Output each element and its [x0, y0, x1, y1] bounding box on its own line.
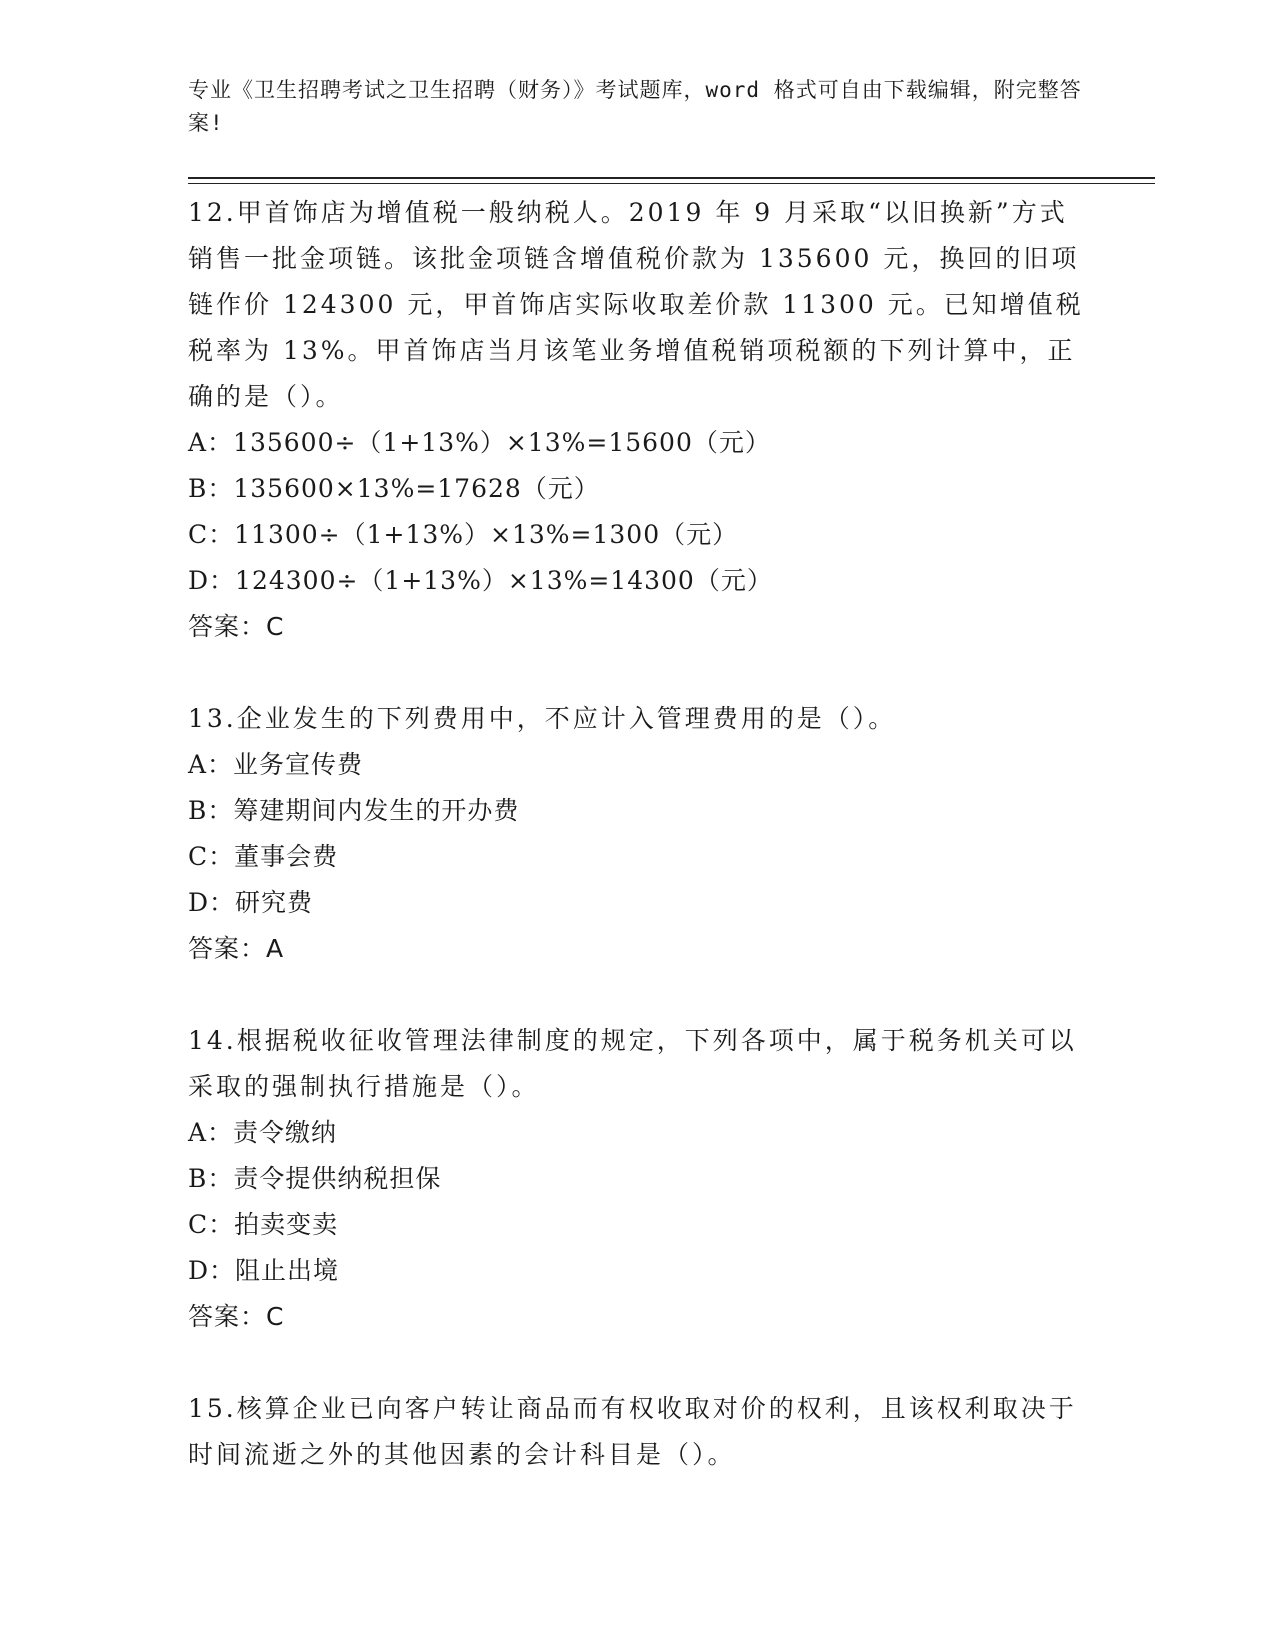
header-intro-text: 专业《卫生招聘考试之卫生招聘（财务）》考试题库，word 格式可自由下载编辑，附完整答案! [188, 78, 1082, 135]
option-d: D：阻止出境 [188, 1256, 340, 1285]
option-a: A：责令缴纳 [188, 1118, 338, 1147]
option-d: D：研究费 [188, 888, 314, 917]
answer-line: 答案：A [188, 934, 285, 963]
question-stem: 15.核算企业已向客户转让商品而有权收取对价的权利，且该权利取决于时间流逝之外的其他因素的会计科目是（）。 [188, 1394, 1077, 1469]
question-15 [188, 1386, 1088, 1478]
spacer [188, 1340, 1088, 1386]
option-b: B：责令提供纳税担保 [188, 1164, 442, 1193]
option-c: C：拍卖变卖 [188, 1210, 339, 1239]
answer-line: 答案：C [188, 612, 285, 641]
option-a: A：业务宣传费 [188, 750, 364, 779]
question-13 [188, 696, 1088, 972]
question-14 [188, 1018, 1088, 1340]
option-b: B：135600×13%=17628（元） [188, 474, 600, 503]
question-stem: 12.甲首饰店为增值税一般纳税人。2019 年 9 月采取“以旧换新”方式销售一批金项链。该批金项链含增值税价款为 135600 元，换回的旧项链作价 124300 元，甲首饰店实际收取差价款 11300 元。已知增值税税率为 13%。甲首饰店当月该笔业务增值税销项税额的下列计算中，正确的是（）。 [188, 198, 1084, 411]
spacer [188, 972, 1088, 1018]
option-c: C：11300÷（1+13%）×13%=1300（元） [188, 520, 739, 549]
document-header [188, 74, 1088, 140]
question-12 [188, 190, 1088, 650]
option-a: A：135600÷（1+13%）×13%=15600（元） [188, 428, 771, 457]
question-stem: 13.企业发生的下列费用中，不应计入管理费用的是（）。 [188, 704, 897, 733]
header-divider-thin [188, 183, 1155, 184]
option-c: C：董事会费 [188, 842, 339, 871]
answer-line: 答案：C [188, 1302, 285, 1331]
question-stem: 14.根据税收征收管理法律制度的规定，下列各项中，属于税务机关可以采取的强制执行措施是（）。 [188, 1026, 1077, 1101]
spacer [188, 650, 1088, 696]
header-divider-thick [188, 177, 1155, 179]
question-list [188, 190, 1088, 1478]
option-b: B：筹建期间内发生的开办费 [188, 796, 520, 825]
option-d: D：124300÷（1+13%）×13%=14300（元） [188, 566, 773, 595]
